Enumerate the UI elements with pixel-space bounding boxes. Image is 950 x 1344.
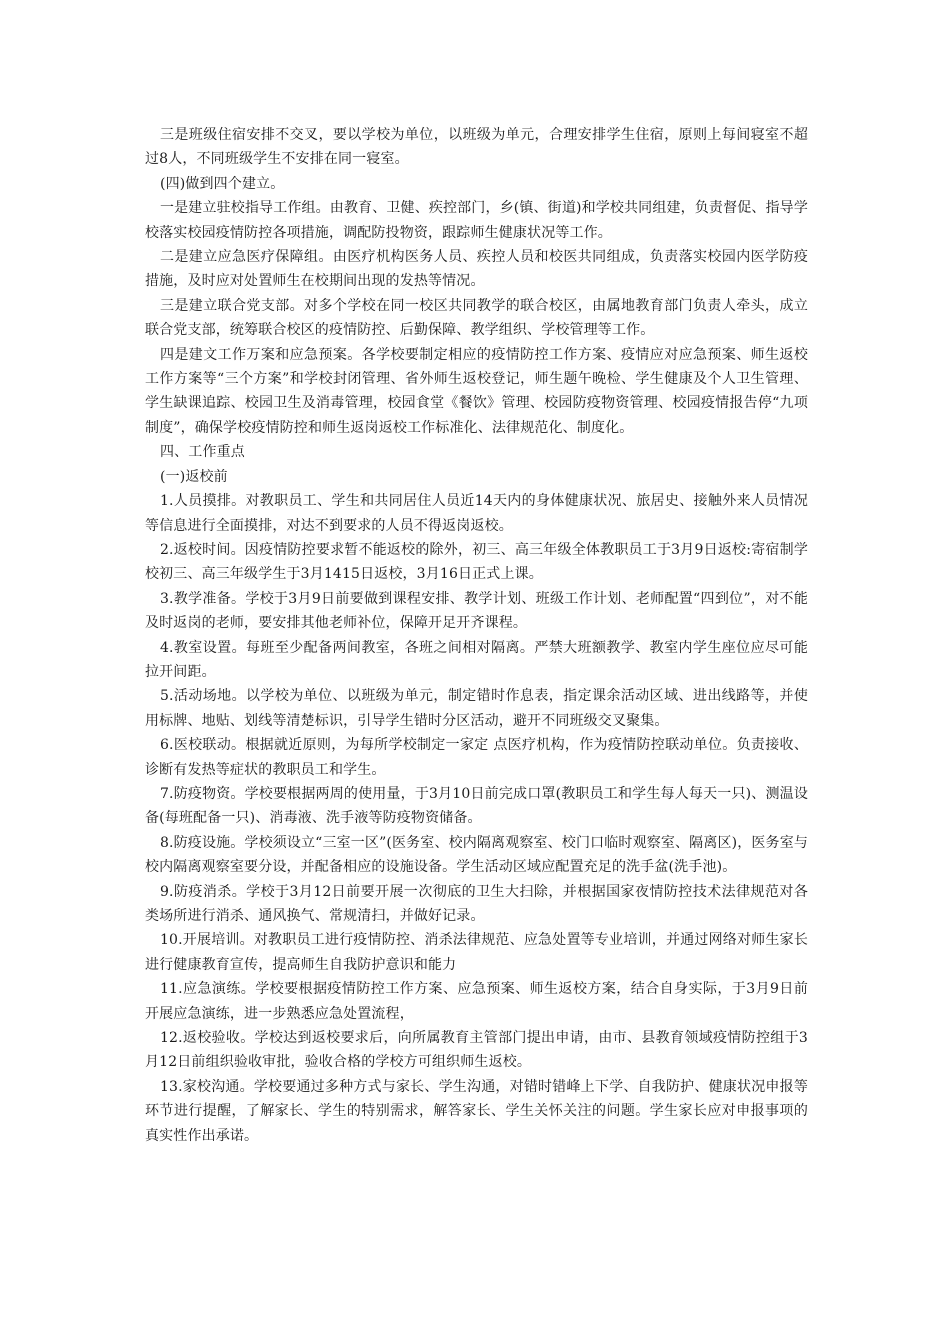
list-item: 9.防疫消杀。学校于3月12日前要开展一次彻底的卫生大扫除，并根据国家夜情防控技术法律规范对各类场所进行消杀、通风换气、常规清扫，并做好记录。 — [145, 883, 808, 924]
paragraph: 四是建文工作万案和应急预案。各学校要制定相应的疫情防控工作方案、疫情应对应急预案、师生返校工作方案等“三个方案”和学校封闭管理、省外师生返校登记，师生题午晚检、学生健康及个人卫生管理、学生缺课追踪、校园卫生及消毒管理，校园食堂《餐饮》管理、校园防疫物资管理、校园疫情报告停“九项制度”，确保学校疫情防控和师生返岗返校工作标准化、法律规范化、制度化。 — [145, 346, 808, 436]
subsection-heading: (一)返校前 — [160, 468, 228, 485]
list-item: 1.人员摸排。对教职员工、学生和共同居住人员近14天内的身体健康状况、旅居史、接触外来人员情况等信息进行全面摸排，对达不到要求的人员不得返岗返校。 — [145, 493, 808, 534]
list-item: 12.返校验收。学校达到返校要求后，向所属教育主管部门提出申请，由市、县教育领域疫情防控组于3月12日前组织验收审批，验收合格的学校方可组织师生返校。 — [145, 1030, 808, 1071]
list-item: 4.教室设置。每班至少配备两间教室，各班之间相对隔离。严禁大班额教学、教室内学生座位应尽可能拉开间距。 — [145, 639, 808, 680]
list-item: 7.防疫物资。学校要根据两周的使用量，于3月10日前完成口罩(教职员工和学生每人每天一只)、测温设备(每班配备一只)、消毒液、洗手液等防疫物资储备。 — [145, 785, 808, 827]
list-item: 10.开展培训。对教职员工进行疫情防控、消杀法律规范、应急处置等专业培训，并通过网络对师生家长进行健康教育宣传，提高师生自我防护意识和能力 — [145, 932, 808, 973]
list-item: 11.应急演练。学校要根据疫情防控工作方案、应急预案、师生返校方案，结合自身实际，于3月9日前开展应急演练，进一步熟悉应急处置流程， — [145, 981, 808, 1022]
list-item: 6.医校联动。根据就近原则，为每所学校制定一家定 点医疗机构，作为疫情防控联动单位。负责接收、诊断有发热等症状的教职员工和学生。 — [145, 737, 808, 778]
list-item: 8.防疫设施。学校须设立“三室一区”(医务室、校内隔离观察室、校门口临时观察室、隔离区)，医务室与校内隔离观察室要分设，并配备相应的设施设备。学生活动区域应配置充足的洗手盆(洗手池)。 — [145, 834, 808, 876]
document-page — [145, 123, 808, 1148]
paragraph: 三是建立联合党支部。对多个学校在同一校区共同教学的联合校区，由属地教育部门负责人牵头，成立联合党支部，统筹联合校区的疫情防控、后勤保障、教学组织、学校管理等工作。 — [145, 297, 808, 339]
section-heading: 四、工作重点 — [160, 444, 245, 461]
list-item: 5.活动场地。以学校为单位、以班级为单元，制定错时作息表，指定课余活动区域、进出线路等，并使用标牌、地贴、划线等清楚标识，引导学生错时分区活动，避开不同班级交叉聚集。 — [145, 688, 808, 729]
section-heading: (四)做到四个建立。 — [160, 175, 285, 192]
list-item: 13.家校沟通。学校要通过多种方式与家长、学生沟通，对错时错峰上下学、自我防护、健康状况申报等环节进行提醒，了解家长、学生的特别需求，解答家长、学生关怀关注的问题。学生家长应对申报事项的真实性作出承诺。 — [145, 1078, 808, 1144]
list-item: 3.教学准备。学校于3月9日前要做到课程安排、教学计划、班级工作计划、老师配置“四到位”，对不能及时返岗的老师，要安排其他老师补位，保障开足开齐课程。 — [145, 590, 808, 632]
paragraph: 一是建立驻校指导工作组。由教育、卫健、疾控部门，乡(镇、街道)和学校共同组建，负责督促、指导学校落实校园疫情防控各项措施，调配防投物资，跟踪师生健康状况等工作。 — [145, 200, 808, 241]
list-item: 2.返校时间。因疫情防控要求暂不能返校的除外，初三、高三年级全体教职员工于3月9日返校:寄宿制学校初三、高三年级学生于3月1415日返校，3月16日正式上课。 — [145, 541, 808, 583]
paragraph: 二是建立应急医疗保障组。由医疗机构医务人员、疾控人员和校医共同组成，负责落实校园内医学防疫措施，及时应对处置师生在校期间出现的发热等情况。 — [145, 249, 808, 290]
paragraph: 三是班级住宿安排不交叉，要以学校为单位，以班级为单元，合理安排学生住宿，原则上每间寝室不超过8人，不同班级学生不安排在同一寝室。 — [145, 127, 808, 168]
